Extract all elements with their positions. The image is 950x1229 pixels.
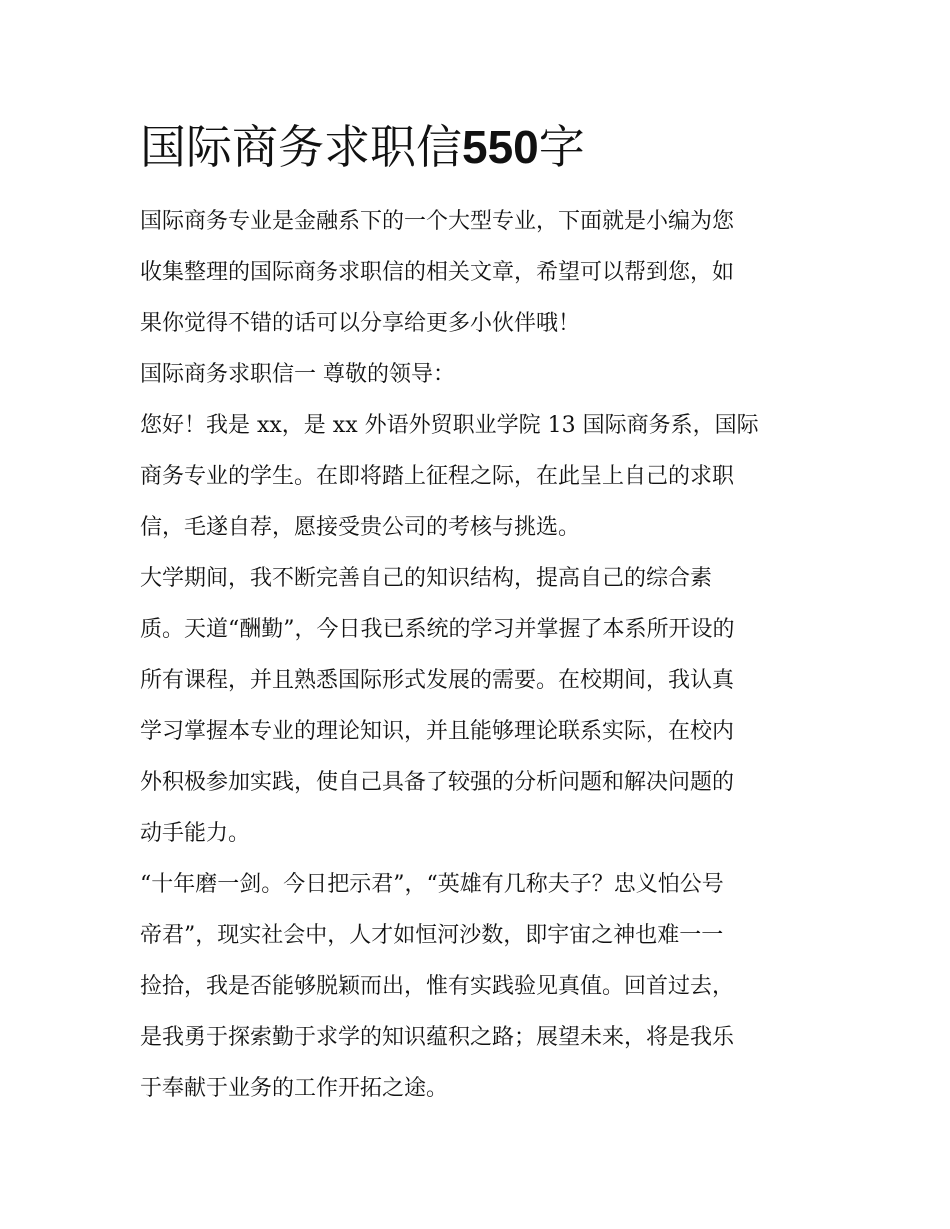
title-number: 550 [462,121,539,173]
paragraph-self-introduction: 您好！我是 xx，是 xx 外语外贸职业学院 13 国际商务系，国际 商务专业的学生。在即将踏上征程之际，在此呈上自己的求职 信，毛遂自荐，愿接受贵公司的考核与挑选。 [140,413,759,540]
paragraph-aspirations: “十年磨一剑。今日把示君”，“英雄有几称夫子？忠义怕公号 帝君”，现实社会中，人才如恒河沙数，即宇宙之神也难一一 捡拾，我是否能够脱颖而出，惟有实践验见真值。回首过去， 是我勇于探索勤于求学的知识蕴积之路；展望未来，将是我乐 于奉献于业务的工作开拓之途。 [140,872,735,1101]
title-prefix: 国际商务求职信 [140,120,462,174]
document-title [140,114,820,180]
paragraph-intro: 国际商务专业是金融系下的一个大型专业，下面就是小编为您 收集整理的国际商务求职信的相关文章，希望可以帮到您，如 果你觉得不错的话可以分享给更多小伙伴哦！ [140,209,735,336]
title-suffix: 字 [538,120,585,174]
paragraph-salutation: 国际商务求职信一 尊敬的领导： [140,362,455,387]
document-body [140,196,815,1114]
paragraph-university-studies: 大学期间，我不断完善自己的知识结构，提高自己的综合素 质。天道“酬勤”，今日我已系统的学习并掌握了本系所开设的 所有课程，并且熟悉国际形式发展的需要。在校期间，我认真 学习掌握本专业的理论知识，并且能够理论联系实际，在校内 外积极参加实践，使自己具备了较强的分析问题和解决问题的 动手能力。 [140,566,735,846]
